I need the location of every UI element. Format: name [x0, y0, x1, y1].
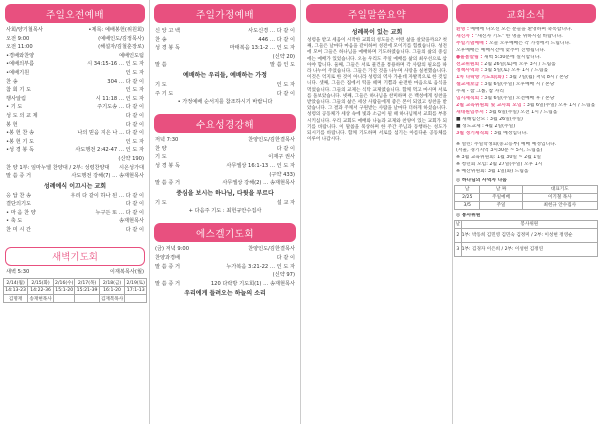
news-text: 3월 예정입니다.: [492, 130, 528, 136]
table-cell: 날: [455, 185, 480, 193]
item-value: 다 같 이: [276, 145, 295, 152]
schedule-title: ◎ 하나님의 사역자 나눔: [456, 178, 507, 184]
table-row: [455, 228, 598, 242]
item-value: 다 같 이: [125, 112, 144, 119]
news-text: 3월 5일(토) 오후 1시 / 드림홀: [482, 68, 549, 74]
service-item: [152, 145, 298, 154]
item-label: 성 경 봉 독: [155, 162, 180, 169]
table-cell: 3/5: [455, 201, 480, 209]
news-text: 3월 6일(주일) 오전예배 후 / 본당: [482, 96, 555, 102]
item-label: 봉 헌: [6, 121, 18, 128]
news-text: 3월 7일(월) 저녁 8시 / 본당: [507, 75, 569, 81]
news-text: 주제 - 참 그룹, 참 자리: [456, 89, 504, 95]
item-value: 이재구 권사: [268, 154, 295, 161]
service-item: [152, 81, 298, 90]
table-cell: 최헌규 안수집사: [522, 201, 597, 209]
item-value: 인 도 자: [276, 81, 295, 88]
table-cell: 1부: 김경자 이은희 / 2부: 이성현 김정연: [461, 242, 597, 256]
dawn-schedule-table: [3, 278, 147, 303]
service-item: [3, 200, 147, 209]
service-item: [3, 69, 147, 78]
home-worship-column: [152, 0, 298, 424]
news-label: 셀교재보급 :: [456, 82, 483, 88]
home-order: [152, 27, 298, 53]
news-text: 2월 26일(토)에 오후 3시 / 드림홀: [482, 61, 556, 67]
table-cell: 날 짜: [480, 185, 522, 193]
page-line: (신약 190): [118, 155, 144, 162]
item-value: 다 같 이: [276, 90, 295, 97]
service-item: [3, 192, 147, 201]
news-item: [454, 110, 598, 117]
table-cell: 날: [455, 222, 461, 228]
announcement: ※ 열린: 주일학생회(중고등부) 예배 예정입니다.: [456, 141, 557, 147]
volunteer-title: ◎ 봉사위원: [456, 212, 481, 218]
service-item: [152, 44, 298, 53]
service-item: [3, 226, 147, 235]
item-value: 송재현목사: [118, 218, 144, 225]
fri-subtitle: 우리에게 들려오는 하늘의 소리: [184, 290, 266, 298]
wed-time: 저녁 7:30 찬양인도/김한결목사: [155, 137, 295, 144]
sermon-subtitle: 성례예식 이끄시는 교회: [43, 182, 107, 190]
news-text: 오후예배는 예배시간에 맞추어 진행됩니다.: [456, 47, 546, 53]
item-label: 응 답 찬 송: [6, 192, 31, 199]
schedule-table: [454, 185, 598, 210]
sermon-body: 성령을 받고 세움이 시작한 교회의 성도들은 어떤 삶을 살았을까요? 첫째, 그들은 날마다 마음을 같이하여 성전에 모이기를 힘썼습니다. 성전에 모여 그들은 하나님을 예배하며 기도하였습니다. 그들의 삶의 중심에는 예배가 있었습니다. 오늘 우리도 주일 예배를 삶의 최우선으로 삼아야 합니다. 둘째, 그들은 서로 물건을 통용하며 각 사람의 필요를 따라 나누어 주었습니다. 그들은 가진 것을 나누며 사랑을 실천했습니다. 이것은 억지로 한 것이 아니라 성령의 역사 가운데 자발적으로 한 것입니다. 셋째, 그들은 집에서 떡을 떼며 기쁨과 순전한 마음으로 음식을 먹었습니다. 그들의 교제는 식탁 교제였습니다. 함께 먹고 마시며 서로를 돌보았습니다. 넷째, 그들은 하나님을 찬미하며 온 백성에게 칭찬을 받았습니다. 그들의 삶은 세상 사람들에게 좋은 본이 되었고 칭찬을 받았습니다. 그 결과 주께서 구원받는 사람을 날마다 더하게 하셨습니다. 성령의 공동체가 세상 속에 빛과 소금이 될 때 하나님께서 교회를 부흥시키십니다. 우리 교회도 예배와 나눔과 교제와 찬양이 있는 교회가 되기를 바랍니다. 이 말씀을 묵상하며 한 주간 주님과 동행하는 성도가 되시기를 바랍니다. 함께 기도하며 서로를 섬기는 아름다운 공동체를 이루어 나갑시다.: [307, 38, 447, 143]
item-label: 성 도 의 교 제: [6, 112, 38, 119]
divider: [300, 0, 301, 424]
news-item: [454, 96, 598, 103]
divider: [452, 0, 453, 424]
wed-sermon: 말 씀 증 거 사무엘상 강해(2) … 송재현목사: [155, 180, 295, 187]
table-cell: 14:22-36: [28, 287, 54, 295]
wed-subtitle: 중심을 보시는 하나님, 다윗을 부르다: [176, 189, 274, 197]
news-text: 3월 6일(주일) 오후 1시 / 드림홀: [525, 102, 596, 108]
table-cell: 2/17(목): [75, 279, 99, 287]
item-label: •경배와찬양: [6, 52, 35, 59]
morning-worship-column: [3, 0, 147, 424]
table-cell: 16:1-20: [99, 287, 125, 295]
item-label: •예배의부름: [6, 61, 35, 68]
item-value: 마태복음 13:1-2 … 인 도 자: [229, 45, 295, 52]
news-text: 3월 6일(주일) 오전 1시 / 드림홀: [487, 109, 558, 115]
item-value: 인 도 자: [125, 69, 144, 76]
time-line-2: 오전 11:00 (해설자/김철훈장로): [6, 44, 144, 51]
item-value: 시 34:15-16 … 인 도 자: [87, 61, 144, 68]
service-item: [3, 95, 147, 104]
sermon-line: 말 씀 말 씀 인 도: [155, 62, 295, 69]
table-cell: 송재현목사: [29, 296, 52, 302]
news-item: [454, 117, 598, 124]
news-text: ■ 성도교제 : 4월 2일(주일): [456, 123, 516, 129]
news-item: [454, 75, 598, 82]
announcement: (서울, 경기지역 3시30분 ~ 5시, 드림홀): [456, 148, 543, 154]
news-item: [454, 124, 598, 131]
item-label: •예배기원: [6, 69, 30, 76]
item-value: 다 같 이: [125, 121, 144, 128]
table-cell: 주일예배: [480, 193, 522, 201]
table-cell: 주일: [480, 201, 522, 209]
news-label: 임시제직회 :: [456, 96, 483, 102]
service-item: [3, 138, 147, 147]
news-text: 오늘 오후예배는 각 가정에서 드립니다.: [487, 40, 571, 46]
news-text: ■ 새해임산모 : 3월 26일(주일): [456, 116, 523, 122]
announcement: ※ 청년회 모임: 2월 27일(주일) 오후 1시: [456, 162, 543, 168]
table-cell: 2/19(토): [126, 280, 145, 286]
news-label: 주일기념예배 :: [456, 40, 488, 46]
service-item: [3, 217, 147, 226]
service-item: [152, 263, 298, 272]
news-label: ●돌봄알림 :: [456, 54, 483, 60]
service-item: [152, 90, 298, 99]
fri-time: (금) 저녁 9:00 찬양인도/김한결목사: [155, 246, 295, 253]
item-label: 성 경 봉 독: [155, 45, 180, 52]
wed-order: [152, 145, 298, 171]
item-label: 결단의기도: [6, 201, 32, 208]
service-item: [152, 280, 298, 289]
item-value: 446 … 다 같 이: [258, 36, 295, 43]
item-value: 사도행전 2:42-47 … 인 도 자: [75, 147, 144, 154]
news-item: [454, 82, 598, 89]
service-item: [152, 36, 298, 45]
service-item: [3, 52, 147, 61]
page-line: (신약 20): [272, 53, 295, 60]
home-note: • 가정예배 순서지를 참조하시기 바랍니다: [177, 99, 273, 106]
home-order-2: [152, 81, 298, 98]
table-cell: 2/15(화): [28, 279, 54, 287]
news-item: [454, 68, 598, 75]
item-label: 찬 양: [155, 145, 167, 152]
item-label: 말 씀 증 거: [155, 280, 180, 287]
news-item: [454, 27, 598, 34]
service-item: [3, 60, 147, 69]
service-item: [3, 129, 147, 138]
news-item: [454, 41, 598, 48]
time-line: 오전 9:00 (예배인도/김정목사): [6, 35, 144, 42]
item-label: • 기 도: [6, 104, 23, 111]
table-cell: 17:1-13: [126, 288, 145, 294]
news-list: [454, 27, 598, 138]
service-item: [3, 209, 147, 218]
item-label: 찬 송: [155, 36, 167, 43]
item-value: 인 도 자: [125, 138, 144, 145]
news-text: "새신자 기도" 한 명을 위하시길 바랍니다.: [473, 33, 563, 39]
news-item: [454, 48, 598, 55]
item-label: 기 도: [155, 154, 167, 161]
item-value: 누가복음 3:21-22 … 인 도 자: [226, 263, 295, 270]
news-label: 3월 정기제직회 :: [456, 130, 493, 136]
table-cell: [75, 295, 99, 303]
morning-worship-header: 주일오전예배: [5, 4, 145, 23]
item-label: 찬양과경배: [155, 254, 181, 261]
news-text: 새벽 5:30분에 실시합니다.: [482, 54, 541, 60]
church-news-column: [454, 0, 598, 424]
volunteer-table: [454, 220, 598, 257]
news-item: [454, 89, 598, 96]
news-label: 2월 교육위원회 및 교사회 모임 :: [456, 102, 526, 108]
item-value: 나의 믿음 지은 나 ... 다 같 이: [77, 130, 144, 137]
table-cell: 15:1-20: [55, 288, 74, 294]
item-label: •성 경 봉 독: [6, 147, 35, 154]
table-cell: 봉사위원: [461, 220, 597, 228]
news-label: 1차 다락방 기도회(화) :: [456, 75, 508, 81]
item-label: 말 씀 증 거: [155, 263, 180, 270]
service-item: [152, 153, 298, 162]
service-item: [3, 78, 147, 87]
table-cell: 2/25: [455, 193, 480, 201]
item-value: 주기도송 … 다 같 이: [97, 104, 144, 111]
sermon-title: 성례복이 있는 교회: [351, 29, 403, 36]
news-item: [454, 62, 598, 69]
table-cell: 1부: 박동희 김민영 김민숙 김정미 / 2부: 이성현 정영순: [461, 228, 597, 242]
friday-header: 에스겔기도회: [154, 223, 296, 242]
item-value: 누구든 또 … 다 같 이: [95, 209, 144, 216]
item-value: 사도신경 … 다 같 이: [248, 28, 295, 34]
item-value: 다 같 이: [125, 201, 144, 208]
home-subtitle: 예배하는 우리들, 예배하는 가정: [183, 71, 267, 79]
announcement: ※ 예산위원회: 3월 1일(화) 드림홀: [456, 169, 529, 175]
service-item: [152, 271, 298, 280]
table-cell: 김명재: [4, 295, 28, 303]
service-item: [152, 254, 298, 263]
item-value: 인 도 자: [125, 87, 144, 94]
table-cell: 15:21-39: [76, 288, 98, 294]
table-cell: 3: [455, 242, 462, 256]
item-value: 다 같 이: [125, 227, 144, 234]
service-item: [3, 146, 147, 155]
sermon-summary-header: 주일말씀요약: [306, 4, 448, 23]
sermon-line: 말 씀 증 거 사도행전 강해(7) … 송재현목사: [6, 173, 144, 180]
item-value: 예배인도팀: [118, 52, 144, 59]
table-cell: [53, 295, 75, 303]
item-label: 주 기 도: [155, 90, 174, 97]
service-item: [3, 86, 147, 95]
table-cell: 2/16(수): [55, 280, 74, 286]
news-label: 정책사역과 :: [456, 68, 483, 74]
page-line: (구약 433): [269, 171, 295, 178]
item-label: • 축 도: [6, 218, 23, 225]
item-label: •봉 헌 찬 송: [6, 130, 35, 137]
item-value: 사무엘상 16:1-13 … 인 도 자: [226, 162, 295, 169]
news-label: 선교위원회 :: [456, 61, 483, 67]
sermon-summary-column: [304, 0, 450, 424]
table-cell: [125, 295, 147, 303]
table-cell: 대표기도: [522, 185, 597, 193]
item-label: 행사알림: [6, 95, 27, 102]
item-label: • 마 음 찬 양: [6, 209, 36, 216]
divider: [149, 0, 150, 424]
item-value: 시 11:18 … 인 도 자: [95, 95, 144, 102]
item-label: 기 도: [155, 81, 167, 88]
table-row: [455, 242, 598, 256]
choir-line: 찬 양 1부: 임마누엘 찬양대 / 2부: 성령찬양대 시온성가대: [6, 164, 144, 171]
news-label: 새대원임부서 :: [456, 109, 488, 115]
announcement: ※ 3월 교육위원회: 1월 30일 ~ 2월 1일: [456, 155, 541, 161]
news-item: [454, 131, 598, 138]
table-row: [455, 201, 598, 209]
item-label: 찬 미 시 간: [6, 227, 31, 234]
table-cell: 김재복목사: [100, 296, 124, 302]
table-cell: 2: [455, 228, 462, 242]
wed-prayer: 기 도 설 교 자: [155, 199, 295, 206]
table-cell: 14:13-23: [5, 288, 26, 294]
item-value: (신약 97): [272, 272, 295, 279]
service-item: [3, 121, 147, 130]
service-item: [3, 112, 147, 121]
service-item: [152, 162, 298, 171]
news-label: 새신자 :: [456, 33, 474, 39]
item-value: 다 같 이: [276, 254, 295, 261]
item-label: •봉 헌 기 도: [6, 138, 35, 145]
news-text: 예배에 나오신 모든 분들을 환영하며 축복합니다.: [468, 27, 573, 32]
dawn-prayer-header: 새벽기도회: [5, 247, 145, 266]
home-worship-header: 주일가정예배: [154, 4, 296, 23]
news-text: 3월 6일(주일) 오후예배 시 / 본당: [482, 82, 555, 88]
table-cell: 2/14(월): [4, 279, 28, 287]
item-value: 304 … 다 같 이: [107, 78, 144, 85]
leader-line: 사회/양기철목사 •제목: 예배봉헌(위원회): [6, 27, 144, 33]
church-news-header: 교회소식: [456, 4, 596, 23]
news-item: [454, 34, 598, 41]
table-row: [455, 193, 598, 201]
item-value: 120 다락방 기도회(1) … 송재현목사: [210, 280, 295, 287]
table-cell: 이기철 목사: [522, 193, 597, 201]
news-item: [454, 55, 598, 62]
news-item: [454, 103, 598, 110]
closing-order: [3, 192, 147, 235]
service-item: [152, 27, 298, 36]
item-label: 참 회 기 도: [6, 87, 31, 94]
item-label: 신 앙 고 백: [155, 28, 180, 34]
service-item: [3, 103, 147, 112]
item-value: 우리 다 같이 하나 된 … 다 같 이: [70, 192, 144, 199]
order-of-service: [3, 52, 147, 155]
wed-note: + 다음주 기도 : 최헌규안수집사: [188, 208, 262, 215]
news-label: 환영 :: [456, 27, 469, 32]
dawn-time: 새벽 5:30 이재복목사(월): [6, 268, 144, 275]
fri-order: [152, 254, 298, 288]
table-cell: 2/18(금): [99, 279, 125, 287]
wednesday-header: 수요성경강해: [154, 114, 296, 133]
item-label: 찬 송: [6, 78, 18, 85]
